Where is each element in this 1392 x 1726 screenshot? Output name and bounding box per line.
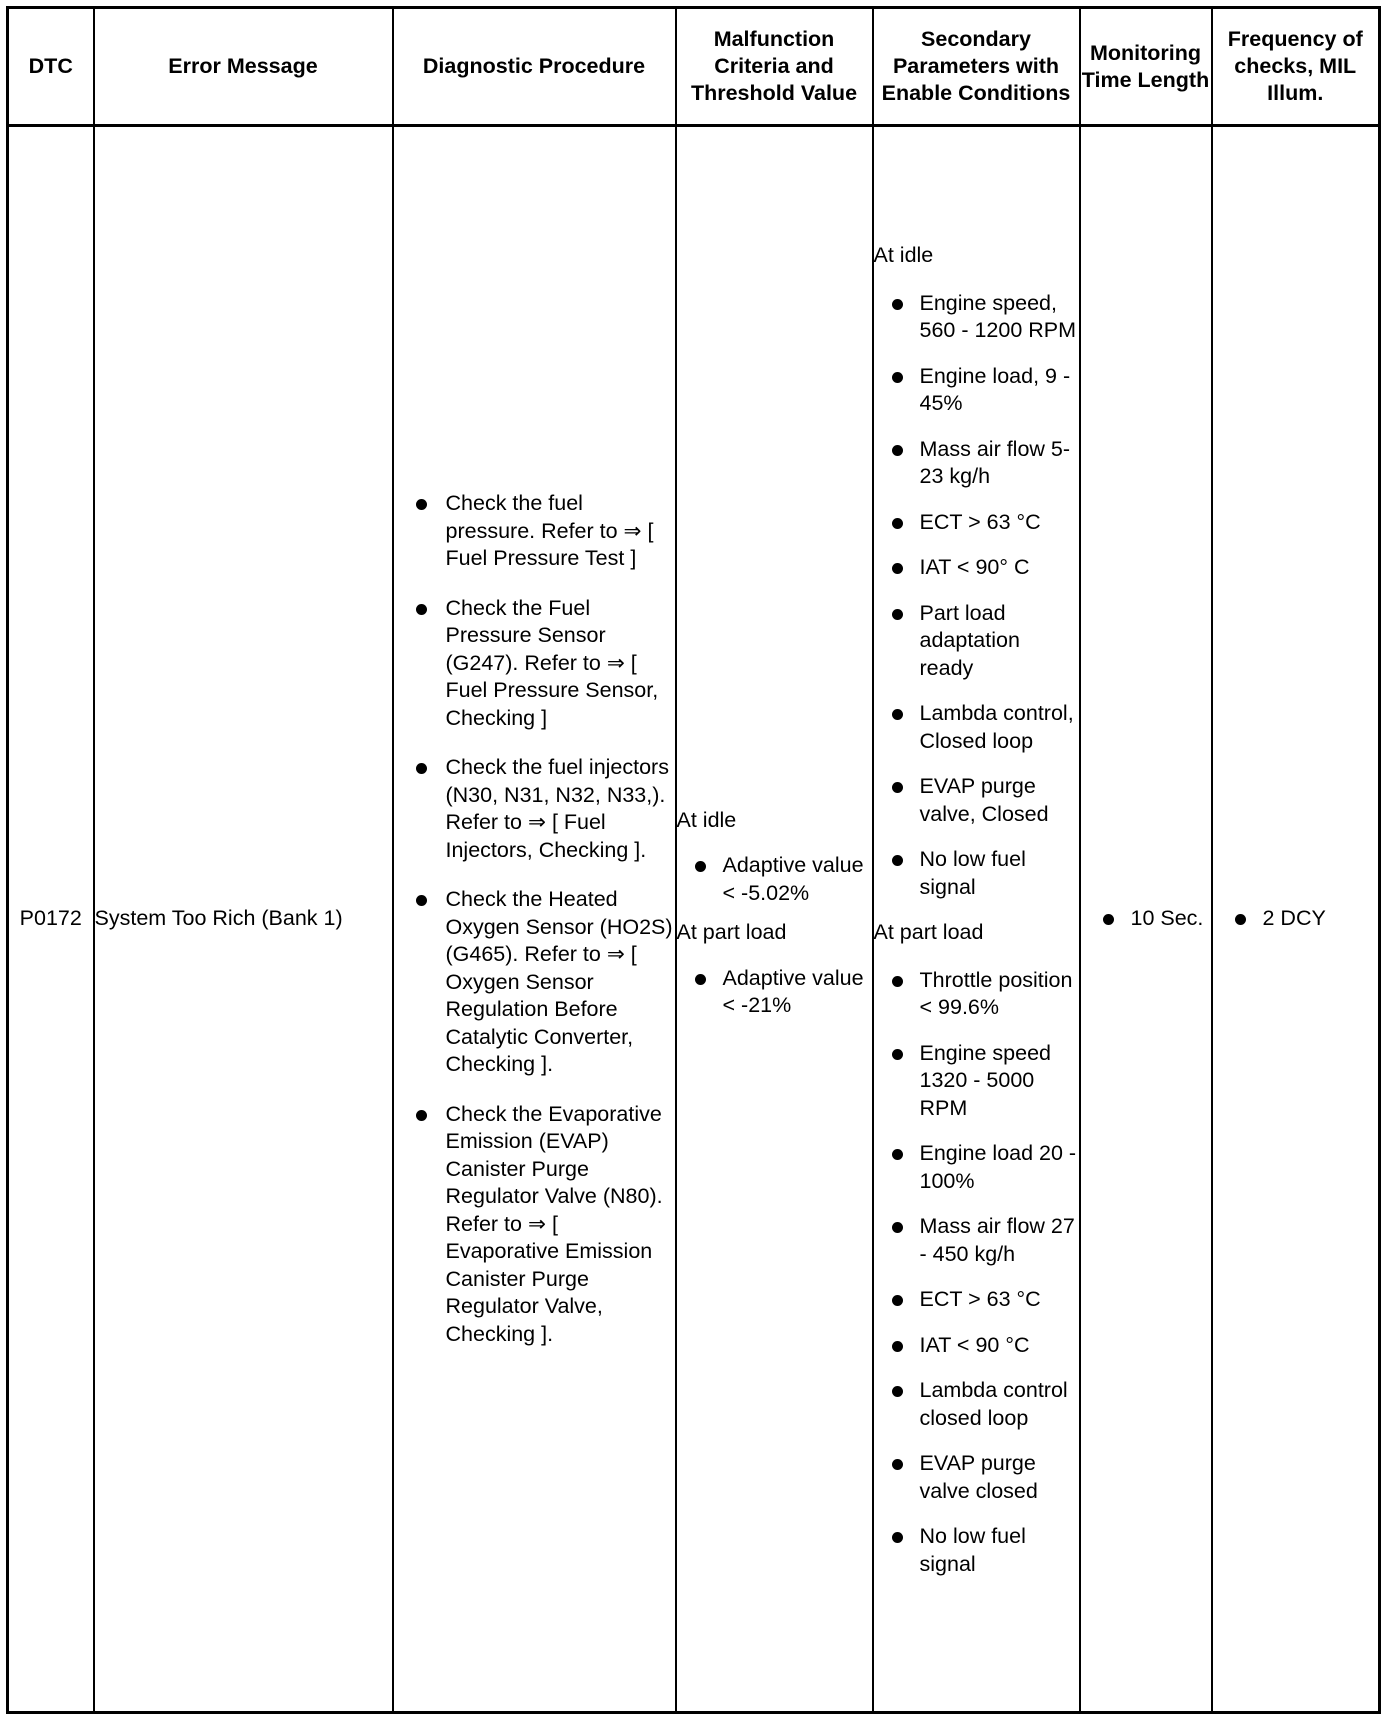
monitoring-time-item: 10 Sec. — [1081, 905, 1211, 933]
secondary-parameter-item: Mass air flow 27 - 450 kg/h — [874, 1213, 1079, 1268]
header-monitoring-time: Monitoring Time Length — [1080, 8, 1212, 126]
table-header-row — [8, 8, 1380, 126]
header-frequency: Frequency of checks, MIL Illum. — [1212, 8, 1380, 126]
procedure-item: Check the Evaporative Emission (EVAP) Canister Purge Regulator Valve (N80). Refer to ⇒ [ Evaporative Emission Canister Purge Regulator Valve, Checking ]. — [394, 1101, 675, 1349]
secondary-parameter-item: Part load adaptation ready — [874, 600, 1079, 683]
procedure-item: Check the fuel pressure. Refer to ⇒ [ Fuel Pressure Test ] — [394, 490, 675, 573]
malfunction-criteria-cell — [676, 126, 873, 1713]
secondary-parameter-item: EVAP purge valve closed — [874, 1450, 1079, 1505]
diagnostic-procedure-cell — [393, 126, 676, 1713]
secondary-parameters-cell — [873, 126, 1080, 1713]
secondary-parameter-item: Mass air flow 5-23 kg/h — [874, 436, 1079, 491]
secondary-parameter-item: ECT > 63 °C — [874, 1286, 1079, 1314]
frequency-list — [1213, 905, 1379, 933]
secondary-parameter-item: Throttle position < 99.6% — [874, 967, 1079, 1022]
secondary-parameter-item: No low fuel signal — [874, 1523, 1079, 1578]
procedure-item: Check the fuel injectors (N30, N31, N32, N33,). Refer to ⇒ [ Fuel Injectors, Checking ]. — [394, 754, 675, 864]
malfunction-item: Adaptive value < -5.02% — [677, 852, 872, 907]
secondary-parameter-item: EVAP purge valve, Closed — [874, 773, 1079, 828]
header-malfunction-criteria: Malfunction Criteria and Threshold Value — [676, 8, 873, 126]
secondary-parameter-item: ECT > 63 °C — [874, 509, 1079, 537]
secondary-parameter-item: No low fuel signal — [874, 846, 1079, 901]
secondary-parameter-item: Engine load, 9 - 45% — [874, 363, 1079, 418]
secondary-parameter-item: Lambda control, Closed loop — [874, 700, 1079, 755]
header-dtc: DTC — [8, 8, 94, 126]
error-message: System Too Rich (Bank 1) — [94, 126, 393, 1713]
secondary-part-load-label: At part load — [873, 920, 984, 944]
monitoring-time-cell — [1080, 126, 1212, 1713]
secondary-parameter-item: Engine speed 1320 - 5000 RPM — [874, 1040, 1079, 1123]
dtc-table — [6, 6, 1381, 1714]
secondary-part-load-list — [874, 967, 1079, 1579]
dtc-code: P0172 — [8, 126, 94, 1713]
malfunction-idle-list — [677, 852, 872, 907]
secondary-parameter-item: Lambda control closed loop — [874, 1377, 1079, 1432]
header-secondary-parameters: Secondary Parameters with Enable Conditions — [873, 8, 1080, 126]
malfunction-item: Adaptive value < -21% — [677, 965, 872, 1020]
secondary-parameter-item: IAT < 90 °C — [874, 1332, 1079, 1360]
secondary-idle-list — [874, 290, 1079, 902]
secondary-parameter-item: Engine load 20 - 100% — [874, 1140, 1079, 1195]
malfunction-part-load-list — [677, 965, 872, 1020]
diagnostic-procedure-list — [394, 490, 675, 1348]
procedure-item: Check the Fuel Pressure Sensor (G247). Refer to ⇒ [ Fuel Pressure Sensor, Checking ] — [394, 595, 675, 733]
secondary-parameter-item: IAT < 90° C — [874, 554, 1079, 582]
frequency-cell — [1212, 126, 1380, 1713]
header-diagnostic-procedure: Diagnostic Procedure — [393, 8, 676, 126]
malfunction-idle-label: At idle — [676, 807, 737, 832]
table-row — [8, 126, 1380, 1713]
monitoring-time-list — [1081, 905, 1211, 933]
secondary-idle-label: At idle — [873, 243, 934, 267]
procedure-item: Check the Heated Oxygen Sensor (HO2S) (G465). Refer to ⇒ [ Oxygen Sensor Regulation Before Catalytic Converter, Checking ]. — [394, 886, 675, 1079]
frequency-item: 2 DCY — [1213, 905, 1379, 933]
malfunction-part-load-label: At part load — [676, 920, 787, 944]
header-error-message: Error Message — [94, 8, 393, 126]
secondary-parameter-item: Engine speed, 560 - 1200 RPM — [874, 290, 1079, 345]
